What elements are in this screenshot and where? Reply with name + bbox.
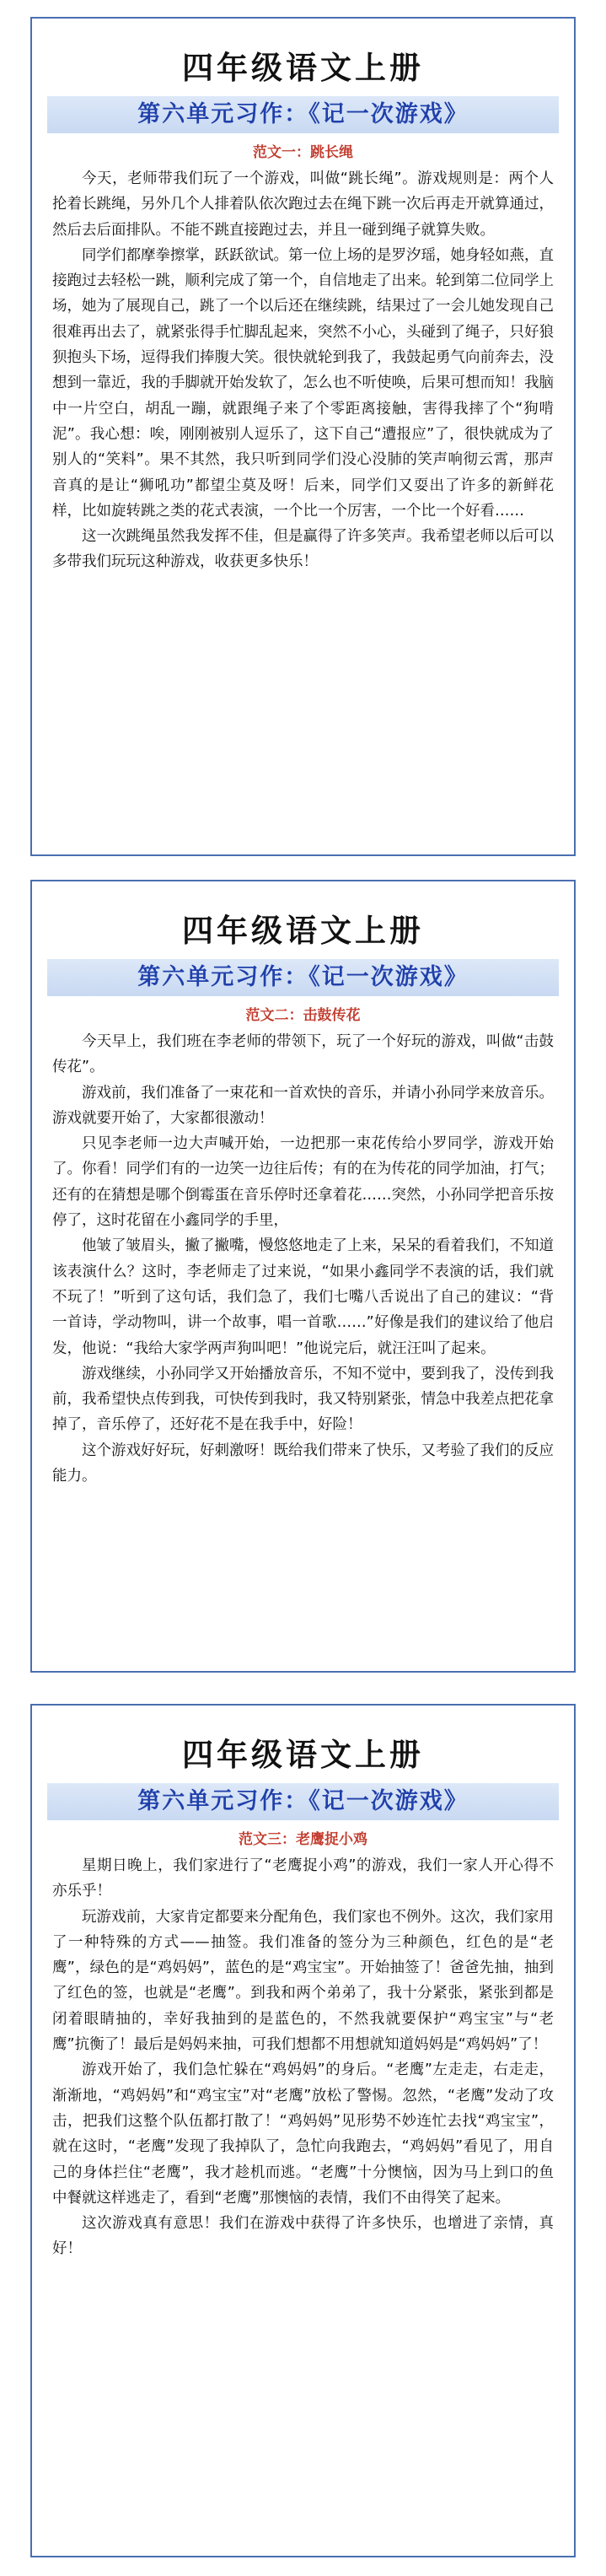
page-title: 四年级语文上册 [182,49,424,86]
essay-subtitle: 范文三：老鹰捉小鸡 [239,1831,367,1848]
paragraph: 星期日晚上，我们家进行了“老鹰捉小鸡”的游戏，我们一家人开心得不亦乐乎！ [52,1857,554,1900]
paragraph: 同学们都摩拳擦掌，跃跃欲试。第一位上场的是罗汐瑶，她身轻如燕，直接跑过去轻松一跳，顺利完成了第一个，自信地走了出来。轮到第二位同学上场，她为了展现自己，跳了一个以后还在继续跳，结果过了一会儿她发现自己很难再出去了，就紧张得手忙脚乱起来，突然不小心，头碰到了绳子，只好狼狈抱头下场，逗得我们捧腹大笑。很快就轮到我了，我鼓起勇气向前奔去，没想到一靠近，我的手脚就开始发软了，怎么也不听使唤，后果可想而知！我脑中一片空白，胡乱一蹦，就跟绳子来了个零距离接触，害得我摔了个“狗啃泥”。我心想：唉，刚刚被别人逗乐了，这下自己“遭报应”了，很快就成为了别人的“笑料”。果不其然，我只听到同学们没心没肺的笑声响彻云霄，那声音真的是让“狮吼功”都望尘莫及呀！后来，同学们又耍出了许多的新鲜花样，比如旋转跳之类的花式表演，一个比一个厉害，一个比一个好看…… [52,246,554,520]
essay-subtitle: 范文二：击鼓传花 [245,1007,361,1024]
essay-subtitle: 范文一：跳长绳 [253,144,353,161]
paragraph: 玩游戏前，大家肯定都要来分配角色，我们家也不例外。这次，我们家用了一种特殊的方式——抽签。我们准备的签分为三种颜色，红色的是“老鹰”，绿色的是“鸡妈妈”，蓝色的是“鸡宝宝”。开始抽签了！爸爸先抽，抽到了红色的签，也就是“老鹰”。到我和两个弟弟了，我十分紧张，紧张到都是闭着眼睛抽的，幸好我抽到的是蓝色的，不然我就要保护“鸡宝宝”与“老鹰”抗衡了！最后是妈妈来抽，可我们想都不用想就知道妈妈是“鸡妈妈”了！ [52,1908,554,2054]
paragraph: 今天，老师带我们玩了一个游戏，叫做“跳长绳”。游戏规则是：两个人抡着长跳绳，另外几个人排着队依次跑过去在绳下跳一次后再走开就算通过，然后去后面排队。不能不跳直接跑过去，并且一碰到绳子就算失败。 [52,170,554,239]
paragraph: 游戏开始了，我们急忙躲在“鸡妈妈”的身后。“老鹰”左走走，右走走，渐渐地，“鸡妈妈”和“鸡宝宝”对“老鹰”放松了警惕。忽然，“老鹰”发动了攻击，把我们这整个队伍都打散了！“鸡妈妈”见形势不妙连忙去找“鸡宝宝”，就在这时，“老鹰”发现了我掉队了，急忙向我跑去，“鸡妈妈”看见了，用自己的身体拦住“老鹰”，我才趁机而逃。“老鹰”十分懊恼，因为马上到口的鱼中餐就这样逃走了，看到“老鹰”那懊恼的表情，我们不由得笑了起来。 [52,2061,554,2207]
unit-heading-band: 第六单元习作：《记一次游戏》 [47,96,559,133]
paragraph: 他皱了皱眉头，撇了撇嘴，慢悠悠地走了上来，呆呆的看着我们，不知道该表演什么？这时，李老师走了过来说，“如果小鑫同学不表演的话，我们就不玩了！”听到了这句话，我们急了，我们七嘴八舌说出了自己的建议：“背一首诗，学动物叫，讲一个故事，唱一首歌……”好像是我们的建议给了他启发，他说：“我给大家学两声狗叫吧！”他说完后，就汪汪叫了起来。 [52,1237,554,1357]
essay-body [32,1853,574,2262]
essay-body [32,1029,574,1489]
essay-page-3 [30,1704,576,2557]
paragraph: 这个游戏好好玩，好刺激呀！既给我们带来了快乐，又考验了我们的反应能力。 [52,1442,554,1485]
paragraph: 只见李老师一边大声喊开始，一边把那一束花传给小罗同学，游戏开始了。你看！同学们有的一边笑一边往后传；有的在为传花的同学加油，打气；还有的在猜想是哪个倒霉蛋在音乐停时还拿着花……突然，小孙同学把音乐按停了，这时花留在小鑫同学的手里， [52,1135,554,1230]
page-title: 四年级语文上册 [182,1736,424,1773]
paragraph: 今天早上，我们班在李老师的带领下，玩了一个好玩的游戏，叫做“击鼓传花”。 [52,1033,554,1076]
paragraph: 这一次跳绳虽然我发挥不佳，但是赢得了许多笑声。我希望老师以后可以多带我们玩玩这种游戏，收获更多快乐！ [52,528,554,571]
unit-heading-band: 第六单元习作：《记一次游戏》 [47,1783,559,1820]
paragraph: 这次游戏真有意思！我们在游戏中获得了许多快乐，也增进了亲情，真好！ [52,2215,554,2258]
paragraph: 游戏继续，小孙同学又开始播放音乐，不知不觉中，要到我了，没传到我前，我希望快点传到我，可快传到我时，我又特别紧张，情急中我差点把花拿掉了，音乐停了，还好花不是在我手中，好险！ [52,1365,554,1434]
page-title: 四年级语文上册 [182,912,424,949]
paragraph: 游戏前，我们准备了一束花和一首欢快的音乐，并请小孙同学来放音乐。游戏就要开始了，大家都很激动！ [52,1084,554,1127]
unit-heading-band: 第六单元习作：《记一次游戏》 [47,959,559,996]
essay-body [32,166,574,575]
essay-page-2 [30,880,576,1673]
essay-page-1 [30,17,576,856]
